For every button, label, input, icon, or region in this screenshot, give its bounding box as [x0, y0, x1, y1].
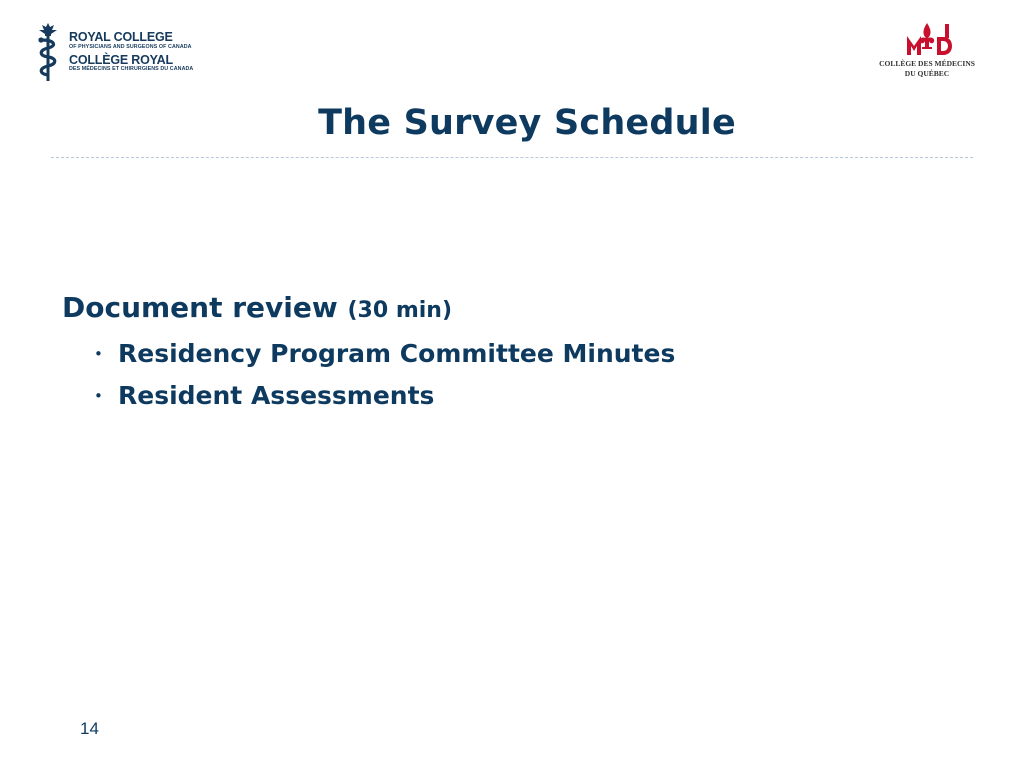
rod-of-asclepius-icon — [33, 22, 63, 82]
page-number: 14 — [80, 719, 99, 738]
heading-text: Document review — [62, 291, 338, 324]
cmq-logo — [868, 22, 988, 82]
bullet-text: Resident Assessments — [118, 381, 435, 410]
bullet-icon: • — [94, 387, 103, 405]
list-item — [62, 375, 962, 417]
list-item — [62, 333, 962, 375]
cmq-fleur-de-lis-mark-icon — [901, 22, 953, 56]
cmq-name-line1: COLLÈGE DES MÉDECINS — [879, 59, 975, 68]
cmq-name-line2: DU QUÉBEC — [904, 69, 950, 78]
bullet-text: Residency Program Committee Minutes — [118, 339, 676, 368]
slide-title: The Survey Schedule — [318, 103, 736, 143]
section-heading — [62, 290, 962, 329]
bullet-icon: • — [94, 345, 103, 363]
royal-college-logo — [33, 22, 193, 82]
rc-name-fr: COLLÈGE ROYAL — [69, 52, 173, 67]
rc-name-en: ROYAL COLLEGE — [69, 30, 173, 44]
title-divider — [51, 157, 973, 158]
slide-content — [62, 290, 962, 417]
rc-subtitle-fr: DES MÉDECINS ET CHIRURGIENS DU CANADA — [69, 66, 194, 73]
bullet-list — [62, 333, 962, 417]
heading-duration: (30 min) — [347, 298, 453, 323]
rc-subtitle-en: OF PHYSICIANS AND SURGEONS OF CANADA — [69, 43, 192, 50]
